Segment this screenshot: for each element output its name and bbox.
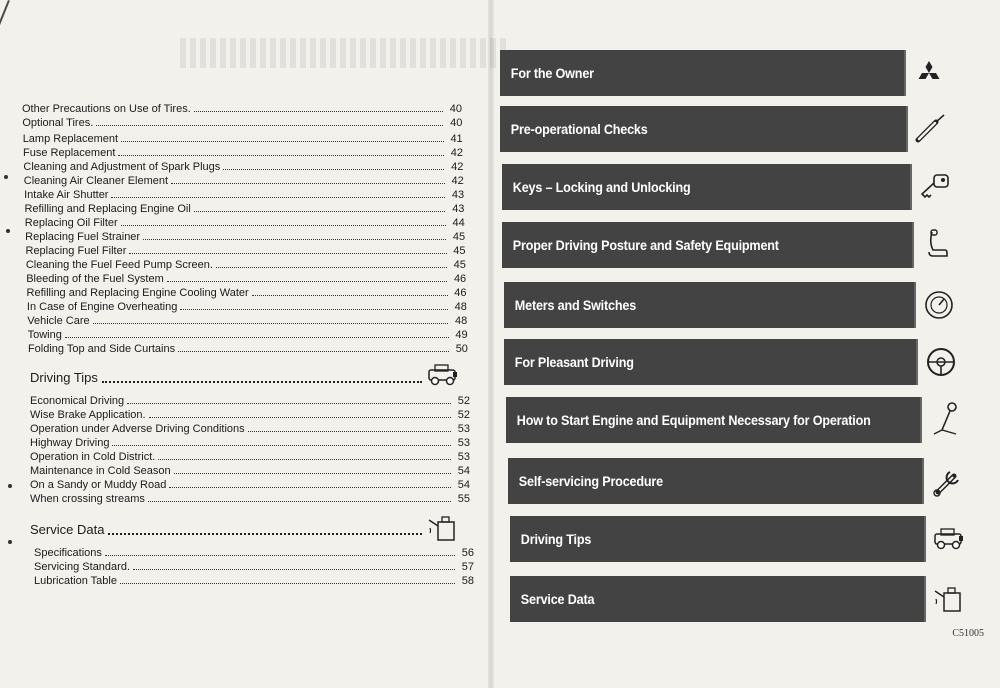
section-tab[interactable]	[510, 516, 972, 562]
toc-entry-page: 43	[452, 203, 465, 215]
dot-leader	[149, 417, 451, 418]
toc-entry	[30, 478, 470, 492]
oil-can-icon	[426, 514, 460, 540]
toc-entry	[24, 174, 464, 188]
toc-entry-title: Replacing Fuel Strainer	[25, 231, 141, 243]
toc-entry-title: Optional Tires.	[22, 117, 94, 129]
dot-leader	[108, 533, 422, 535]
section-tab[interactable]	[500, 50, 952, 96]
toc-entry-title: Servicing Standard.	[34, 561, 130, 573]
toc-entry	[23, 132, 463, 146]
toc-entry	[27, 300, 467, 314]
margin-dot	[8, 484, 12, 488]
dot-leader	[171, 183, 445, 184]
toc-entry-title: Cleaning the Fuel Feed Pump Screen.	[25, 259, 213, 271]
toc-entry	[30, 394, 470, 408]
section-tab-label: For Pleasant Driving	[514, 354, 634, 370]
toc-entry	[23, 146, 463, 160]
dot-leader	[252, 295, 448, 296]
page-code: C51005	[952, 628, 984, 639]
toc-entry	[27, 286, 467, 300]
dot-leader	[167, 281, 447, 282]
toc-entry-title: Operation under Adverse Driving Conditions	[30, 423, 245, 435]
toc-entry	[25, 216, 465, 230]
toc-entry	[22, 102, 462, 116]
toc-entry-title: Economical Driving	[30, 395, 125, 407]
corner-mark	[0, 0, 10, 84]
key-icon	[910, 164, 958, 210]
toc-entry-page: 53	[457, 437, 470, 449]
toc-entry-title: Cleaning and Adjustment of Spark Plugs	[23, 161, 221, 173]
section-heading-title: Service Data	[30, 522, 105, 537]
toc-entry-title: Lubrication Table	[34, 575, 117, 587]
toc-entry	[26, 272, 466, 286]
dot-leader	[133, 569, 455, 570]
dot-leader	[174, 473, 451, 474]
toc-entry-title: Fuse Replacement	[23, 147, 116, 159]
toc-entry	[30, 436, 470, 450]
dipstick-icon	[906, 106, 954, 152]
toc-entry	[30, 422, 470, 436]
toc-entry-title: Wise Brake Application.	[30, 409, 146, 421]
dot-leader	[111, 197, 445, 198]
toc-entry-page: 52	[457, 409, 470, 421]
toc-entry	[28, 328, 468, 342]
toc-entry	[24, 188, 464, 202]
section-tab[interactable]	[508, 458, 970, 504]
toc-entry-page: 49	[455, 329, 468, 341]
wrench-icon	[922, 458, 970, 504]
section-tab-label: Service Data	[520, 591, 595, 607]
dot-leader	[127, 403, 451, 404]
toc-entry	[26, 244, 466, 258]
toc-entry-title: Refilling and Replacing Engine Oil	[24, 203, 191, 215]
toc-entry-page: 54	[457, 465, 470, 477]
toc-entry-page: 44	[452, 217, 465, 229]
section-tab-label: Self-servicing Procedure	[518, 473, 663, 489]
toc-entry-title: Vehicle Care	[27, 315, 90, 327]
toc-entry-title: In Case of Engine Overheating	[26, 301, 178, 313]
dot-leader	[216, 267, 447, 268]
toc-entry	[27, 314, 467, 328]
section-tab[interactable]	[500, 106, 954, 152]
toc-entry	[23, 160, 463, 174]
toc-entry-page: 42	[450, 147, 464, 159]
dot-leader	[158, 459, 451, 460]
dot-leader	[248, 431, 451, 432]
toc-entry-title: Bleeding of the Fuel System	[26, 273, 164, 285]
jeep-icon	[924, 516, 972, 562]
toc-entry-page: 56	[461, 547, 474, 559]
toc-entry	[26, 258, 466, 272]
toc-entry	[25, 230, 465, 244]
dot-leader	[178, 351, 449, 352]
section-heading-title: Driving Tips	[30, 370, 98, 385]
toc-entry	[34, 560, 474, 574]
jeep-icon	[426, 362, 460, 388]
toc-entry-title: Towing	[27, 329, 62, 341]
section-tab-label: How to Start Engine and Equipment Necessary for Operation	[516, 412, 871, 428]
toc-entry-page: 45	[453, 259, 466, 271]
section-tab-label: For the Owner	[510, 65, 594, 81]
dot-leader	[129, 253, 446, 254]
section-tab-label: Driving Tips	[520, 531, 592, 547]
toc-entry-page: 40	[449, 103, 462, 115]
section-tab-label: Keys – Locking and Unlocking	[512, 179, 691, 195]
section-tab[interactable]	[506, 397, 968, 443]
toc-entry	[30, 450, 470, 464]
toc-entry-title: Specifications	[34, 547, 102, 559]
dot-leader	[93, 323, 449, 324]
seat-icon	[912, 222, 960, 268]
section-tab-label: Pre-operational Checks	[510, 121, 648, 137]
dot-leader	[143, 239, 446, 240]
section-tab-label: Meters and Switches	[514, 297, 637, 313]
toc-entry-title: When crossing streams	[30, 493, 145, 505]
toc-entry-page: 42	[451, 161, 464, 173]
toc-entry-page: 55	[457, 493, 470, 505]
toc-entry-page: 50	[455, 343, 468, 355]
section-tab[interactable]	[504, 339, 964, 385]
gauge-icon	[914, 282, 962, 328]
toc-entry-title: Replacing Fuel Filter	[25, 245, 127, 257]
margin-dot	[4, 175, 8, 179]
toc-entry-page: 58	[461, 575, 474, 587]
wheel-icon	[916, 339, 964, 385]
toc-entry	[24, 202, 464, 216]
toc-entry-title: Maintenance in Cold Season	[30, 465, 171, 477]
toc-entry	[22, 116, 462, 130]
toc-entry-page: 45	[453, 245, 466, 257]
page-fold	[488, 0, 494, 688]
dot-leader	[65, 337, 449, 338]
section-tab[interactable]	[510, 576, 972, 622]
dot-leader	[194, 211, 446, 212]
dot-leader	[105, 555, 455, 556]
toc-entry-title: Lamp Replacement	[22, 133, 119, 145]
section-tab-label: Proper Driving Posture and Safety Equipment	[512, 237, 779, 253]
toc-entry-page: 40	[450, 117, 463, 129]
oil-can-icon	[924, 576, 972, 622]
dot-leader	[169, 487, 451, 488]
section-tab[interactable]	[502, 164, 958, 210]
toc-entry-page: 41	[450, 133, 463, 145]
toc-entry-title: Refilling and Replacing Engine Cooling Water	[26, 287, 249, 299]
toc-entry-page: 48	[454, 301, 467, 313]
toc-entry	[30, 492, 470, 506]
toc-entry-page: 53	[457, 423, 470, 435]
toc-entry	[30, 408, 470, 422]
toc-entry-page: 43	[451, 189, 465, 201]
toc-entry-page: 53	[457, 451, 470, 463]
dot-leader	[120, 583, 455, 584]
toc-entry-page: 48	[455, 315, 468, 327]
section-heading	[30, 520, 460, 540]
mitsubishi-logo-icon	[904, 50, 952, 96]
dot-leader	[112, 445, 451, 446]
dot-leader	[148, 501, 451, 502]
dot-leader	[96, 125, 443, 126]
toc-entry-title: Cleaning Air Cleaner Element	[23, 175, 169, 187]
toc-entry-page: 42	[451, 175, 464, 187]
toc-entry-page: 57	[461, 561, 474, 573]
toc-entry-title: Replacing Oil Filter	[24, 217, 118, 229]
toc-entry-title: Highway Driving	[30, 437, 110, 449]
dot-leader	[180, 309, 448, 310]
dot-leader	[121, 141, 444, 142]
toc-entry-page: 45	[452, 231, 466, 243]
bleed-through	[180, 38, 510, 68]
toc-entry	[30, 464, 470, 478]
margin-dot	[6, 229, 10, 233]
toc-entry-title: On a Sandy or Muddy Road	[30, 479, 167, 491]
toc-entry-title: Other Precautions on Use of Tires.	[22, 103, 191, 115]
dot-leader	[194, 111, 443, 112]
toc-entry-page: 46	[454, 287, 467, 299]
dot-leader	[102, 381, 422, 383]
toc-entry	[34, 574, 474, 588]
section-tab[interactable]	[502, 222, 960, 268]
toc-entry	[28, 342, 468, 356]
toc-entry-title: Operation in Cold District.	[30, 451, 156, 463]
toc-entry-title: Folding Top and Side Curtains	[27, 343, 176, 355]
dot-leader	[118, 155, 444, 156]
margin-dot	[8, 540, 12, 544]
toc-entry-page: 52	[457, 395, 470, 407]
section-heading	[30, 368, 460, 388]
dot-leader	[223, 169, 444, 170]
section-tab[interactable]	[504, 282, 962, 328]
gear-lever-icon	[920, 397, 968, 443]
dot-leader	[121, 225, 446, 226]
toc-entry-page: 46	[453, 273, 467, 285]
toc-entry	[34, 546, 474, 560]
toc-entry-title: Intake Air Shutter	[24, 189, 109, 201]
toc-entry-page: 54	[457, 479, 470, 491]
